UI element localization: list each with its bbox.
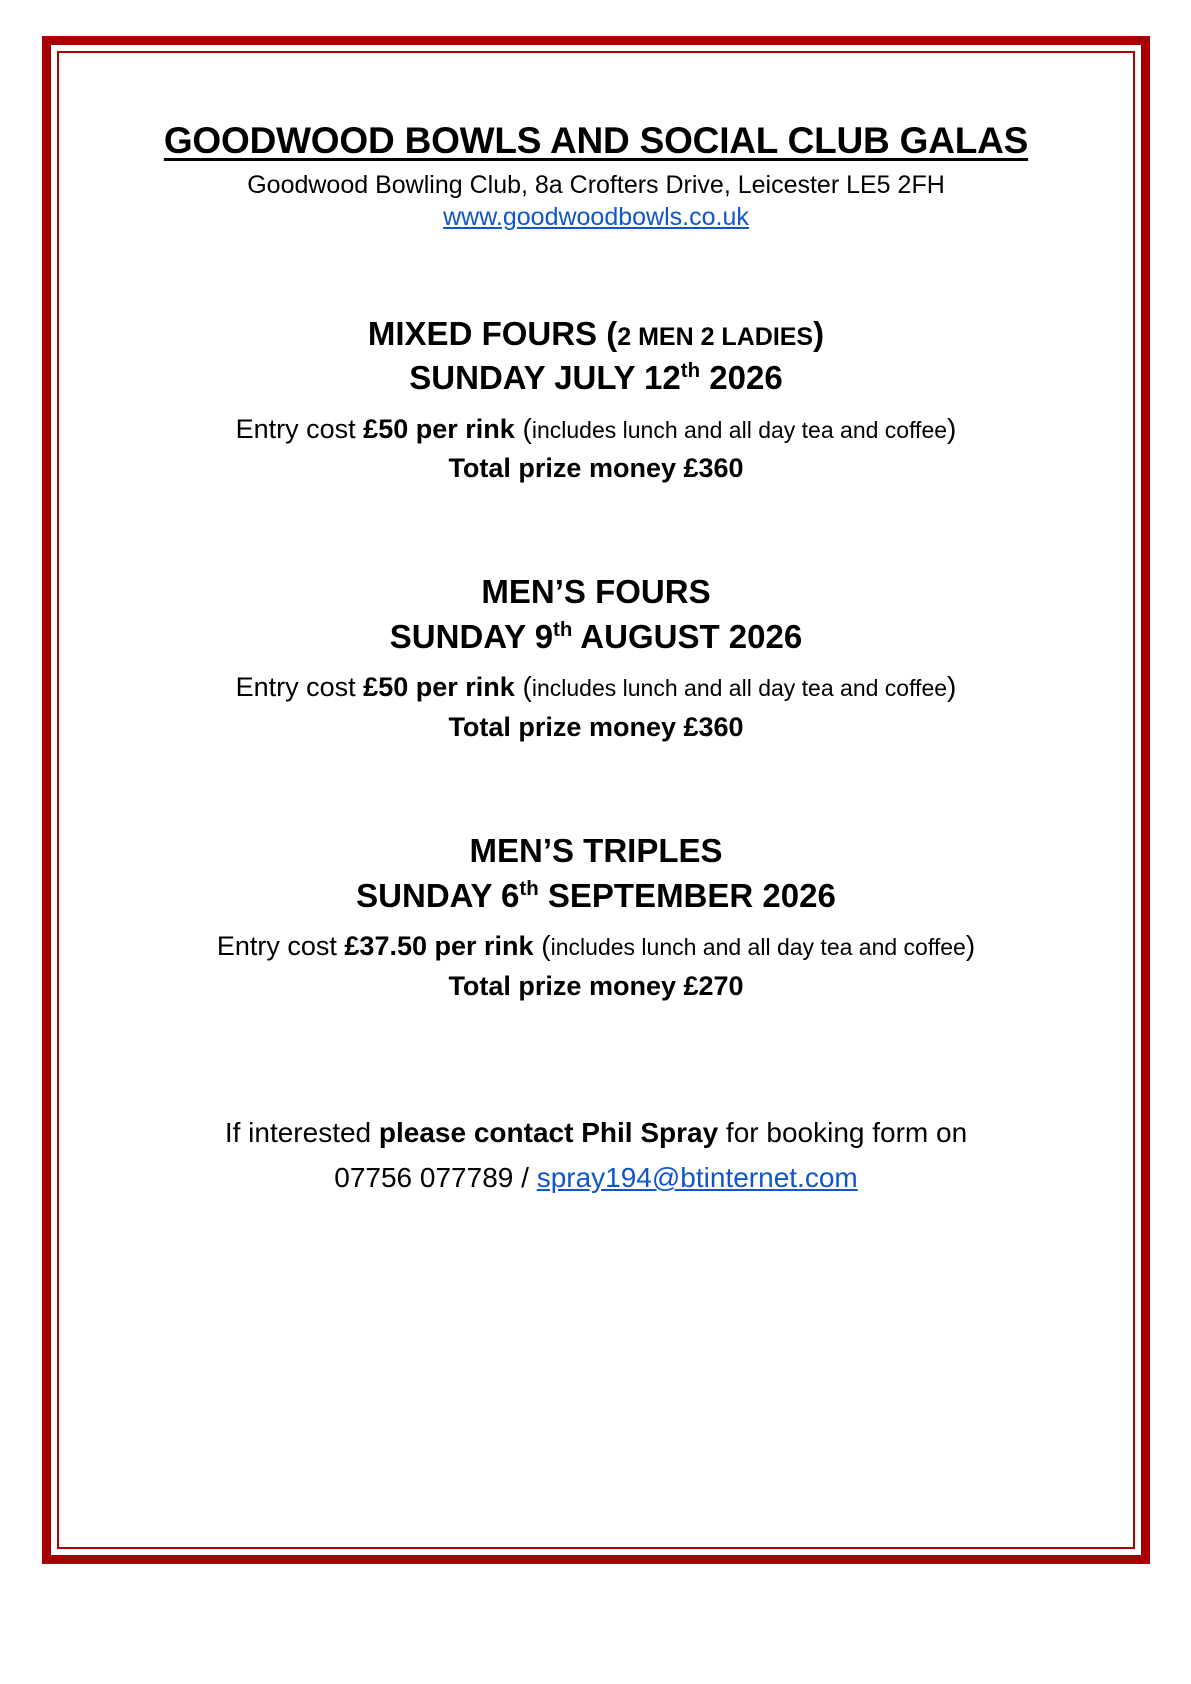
contact-details [112, 1154, 1080, 1202]
spacer [112, 488, 1080, 570]
entry-cost-paren-close: ) [947, 671, 957, 703]
entry-cost-note: includes lunch and all day tea and coffee [531, 416, 948, 443]
contact-line [112, 1112, 1080, 1154]
entry-cost-paren-close: ) [965, 930, 976, 962]
event-entry-cost [112, 409, 1080, 450]
entry-cost-note: includes lunch and all day tea and coffee [550, 934, 966, 961]
event-mixed-fours [112, 312, 1080, 489]
contact-post: for booking form on [718, 1117, 968, 1149]
event-date-ordinal: th [519, 876, 539, 900]
entry-cost-label: Entry cost [235, 413, 364, 444]
event-name-main: MEN’S TRIPLES [469, 832, 723, 870]
event-name-main: MIXED FOURS ( [367, 314, 618, 352]
contact-pre: If interested [224, 1117, 379, 1149]
event-name-close: ) [813, 314, 825, 352]
event-date [112, 874, 1080, 919]
contact-email-link[interactable]: spray194@btinternet.com [536, 1162, 858, 1194]
event-mens-fours [112, 570, 1080, 747]
entry-cost-value: £37.50 per rink [344, 931, 534, 962]
spacer [112, 747, 1080, 829]
event-date-suffix: 2026 [700, 359, 783, 397]
spacer [112, 234, 1080, 312]
entry-cost-paren-open: ( [533, 930, 551, 962]
venue-address: Goodwood Bowling Club, 8a Crofters Drive, Leicester LE5 2FH [247, 170, 945, 199]
event-date-suffix: SEPTEMBER 2026 [538, 876, 836, 914]
event-name [112, 312, 1080, 357]
entry-cost-value: £50 per rink [363, 413, 515, 444]
spacer [112, 1006, 1080, 1112]
event-name-main: MEN’S FOURS [481, 573, 711, 611]
entry-cost-value: £50 per rink [363, 672, 515, 703]
event-date-prefix: SUNDAY JULY 12 [409, 359, 681, 397]
entry-cost-paren-open: ( [514, 671, 532, 703]
event-prize-money: Total prize money £270 [448, 970, 744, 1001]
event-prize-money: Total prize money £360 [448, 712, 744, 743]
page-title: GOODWOOD BOWLS AND SOCIAL CLUB GALAS [163, 120, 1029, 161]
entry-cost-label: Entry cost [235, 672, 364, 703]
event-name-small: 2 MEN 2 LADIES [617, 322, 814, 351]
event-date [112, 356, 1080, 401]
event-mens-triples [112, 829, 1080, 1006]
event-date-suffix: AUGUST 2026 [572, 617, 803, 655]
entry-cost-paren-open: ( [514, 412, 532, 444]
entry-cost-note: includes lunch and all day tea and coffee [531, 675, 948, 702]
poster-content [78, 72, 1114, 1528]
entry-cost-label: Entry cost [216, 931, 345, 962]
entry-cost-paren-close: ) [947, 412, 957, 444]
contact-phone: 07756 077789 [334, 1162, 514, 1194]
event-name [112, 570, 1080, 615]
event-date-prefix: SUNDAY 9 [389, 617, 554, 655]
contact-separator: / [513, 1162, 537, 1194]
event-date-prefix: SUNDAY 6 [356, 876, 520, 914]
event-date [112, 615, 1080, 660]
event-entry-cost [112, 667, 1080, 708]
event-name [112, 829, 1080, 874]
contact-person: please contact Phil Spray [378, 1117, 719, 1149]
event-entry-cost [112, 926, 1080, 967]
website-link[interactable]: www.goodwoodbowls.co.uk [443, 203, 749, 232]
event-prize-money: Total prize money £360 [448, 453, 744, 484]
event-date-ordinal: th [553, 617, 573, 641]
event-date-ordinal: th [680, 359, 701, 383]
